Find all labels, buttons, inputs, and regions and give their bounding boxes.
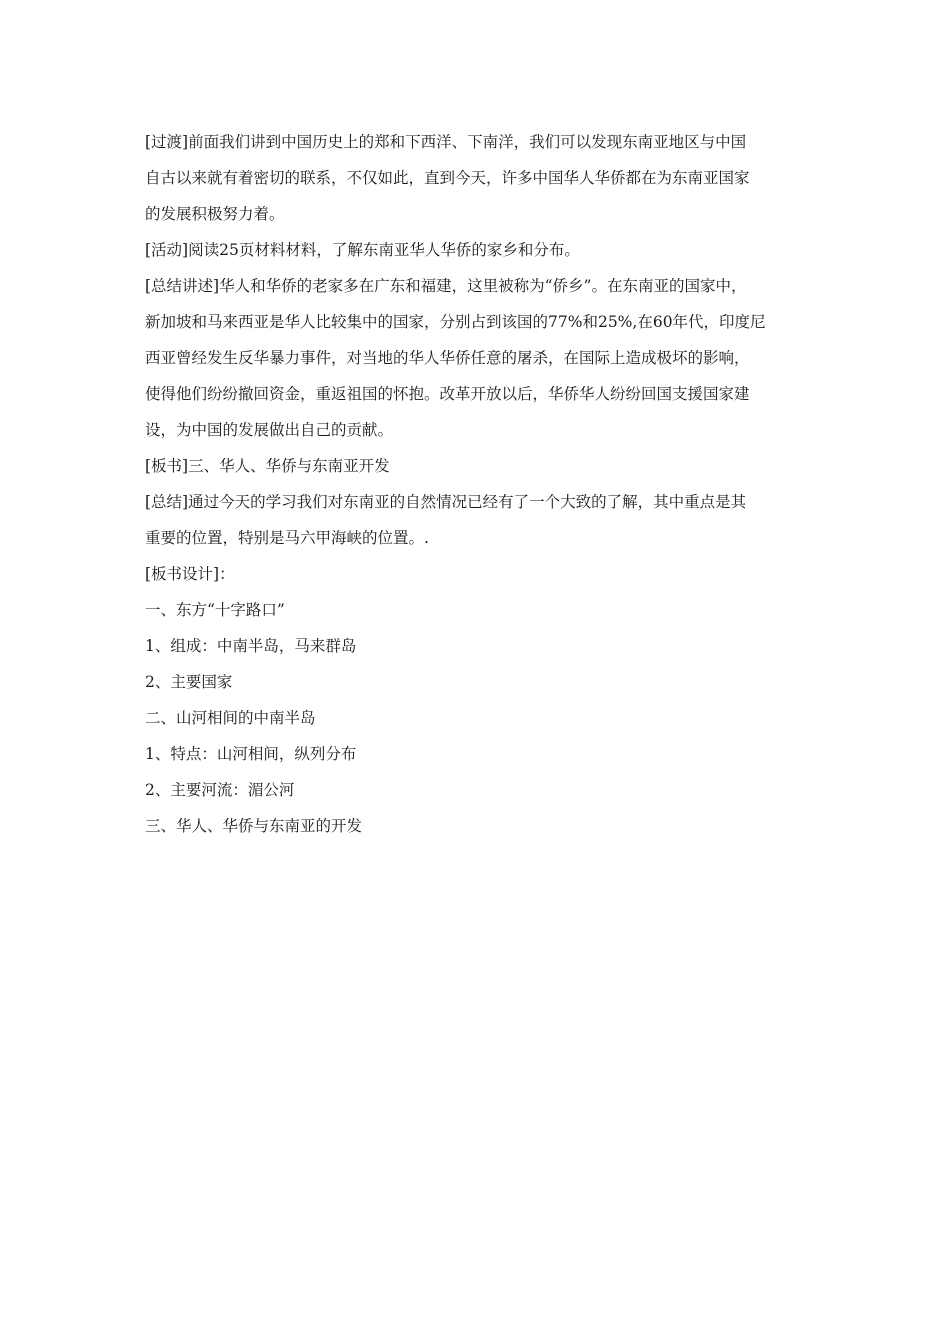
text-line: 新加坡和马来西亚是华人比较集中的国家，分别占到该国的77%和25%,在60年代，印度尼 [145, 313, 766, 331]
document-body [145, 124, 810, 844]
outline-item: 2、主要河流：湄公河 [145, 781, 295, 799]
paragraph-transition [145, 124, 810, 232]
text-line: 的发展积极努力着。 [145, 205, 285, 223]
board-design-outline [145, 556, 810, 844]
paragraph-activity [145, 232, 810, 268]
outline-item: 二、山河相间的中南半岛 [145, 709, 316, 727]
text-line: [总结讲述]华人和华侨的老家多在广东和福建，这里被称为“侨乡”。在东南亚的国家中， [145, 277, 747, 295]
outline-item: 1、组成：中南半岛，马来群岛 [145, 637, 357, 655]
outline-item: 1、特点：山河相间，纵列分布 [145, 745, 357, 763]
text-line: [活动]阅读25页材料材料，了解东南亚华人华侨的家乡和分布。 [145, 241, 580, 259]
text-line: 使得他们纷纷撤回资金，重返祖国的怀抱。改革开放以后，华侨华人纷纷回国支援国家建 [145, 385, 750, 403]
text-line: [过渡]前面我们讲到中国历史上的郑和下西洋、下南洋，我们可以发现东南亚地区与中国 [145, 133, 747, 151]
outline-item: 2、主要国家 [145, 673, 233, 691]
text-line: 设，为中国的发展做出自己的贡献。 [145, 421, 394, 439]
paragraph-board-note [145, 448, 810, 484]
text-line: [板书]三、华人、华侨与东南亚开发 [145, 457, 390, 475]
outline-heading: [板书设计]： [145, 565, 235, 583]
text-line: 西亚曾经发生反华暴力事件，对当地的华人华侨任意的屠杀，在国际上造成极坏的影响， [145, 349, 750, 367]
outline-item: 三、华人、华侨与东南亚的开发 [145, 817, 363, 835]
paragraph-summary-lecture [145, 268, 810, 448]
text-line: [总结]通过今天的学习我们对东南亚的自然情况已经有了一个大致的了解，其中重点是其 [145, 493, 747, 511]
text-line: 重要的位置，特别是马六甲海峡的位置。. [145, 529, 429, 547]
paragraph-conclusion [145, 484, 810, 556]
text-line: 自古以来就有着密切的联系，不仅如此，直到今天，许多中国华人华侨都在为东南亚国家 [145, 169, 750, 187]
outline-item: 一、东方“十字路口” [145, 601, 285, 619]
